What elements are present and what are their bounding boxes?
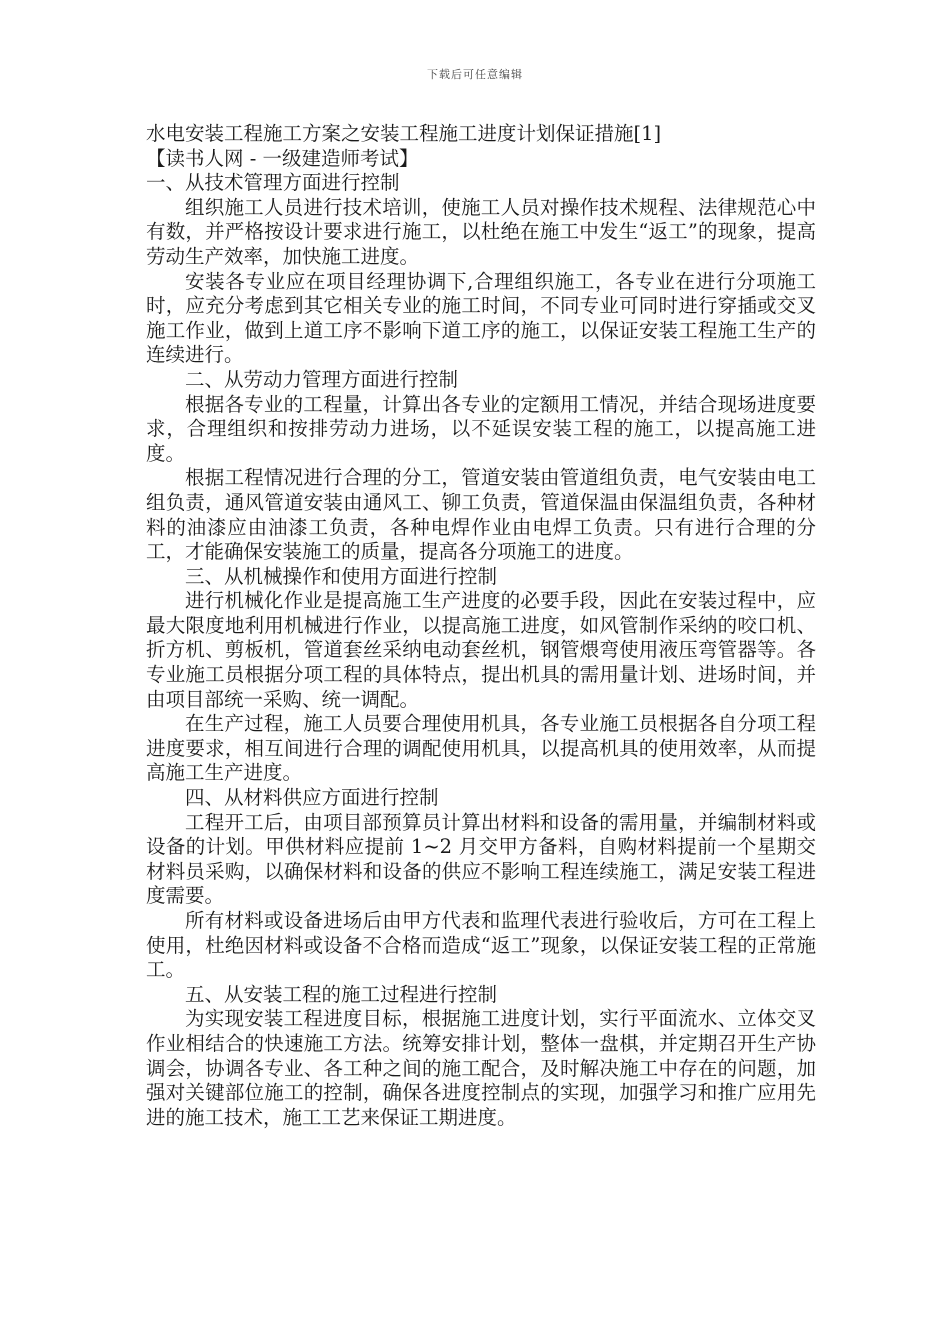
paragraph: 根据工程情况进行合理的分工，管道安装由管道组负责，电气安装由电工组负责，通风管道安装由通风工、铆工负责，管道保温由保温组负责，各种材料的油漆应由油漆工负责，各种电焊作业由电焊工负责。只有进行合理的分工，才能确保安装施工的质量，提高各分项施工的进度。 [146,466,816,564]
paragraph: 根据各专业的工程量，计算出各专业的定额用工情况，并结合现场进度要求，合理组织和按排劳动力进场，以不延误安装工程的施工，以提高施工进度。 [146,392,816,465]
paragraph: 组织施工人员进行技术培训，使施工人员对操作技术规程、法律规范心中有数，并严格按设计要求进行施工，以杜绝在施工中发生“返工”的现象，提高劳动生产效率，加快施工进度。 [146,195,816,268]
section-heading-5: 五、从安装工程的施工过程进行控制 [185,982,498,1006]
section-heading-4: 四、从材料供应方面进行控制 [185,786,439,810]
paragraph: 为实现安装工程进度目标，根据施工进度计划，实行平面流水、立体交叉作业相结合的快速施工方法。统筹安排计划，整体一盘棋，并定期召开生产协调会，协调各专业、各工种之间的施工配合，及时解决施工中存在的问题，加强对关键部位施工的控制，确保各进度控制点的实现，加强学习和推广应用先进的施工技术，施工工艺来保证工期进度。 [146,1007,816,1129]
paragraph: 进行机械化作业是提高施工生产进度的必要手段，因此在安装过程中，应最大限度地利用机械进行作业，以提高施工进度，如风管制作采纳的咬口机、折方机、剪板机，管道套丝采纳电动套丝机，钢管煨弯使用液压弯管器等。各专业施工员根据分项工程的具体特点，提出机具的需用量计划、进场时间，并由项目部统一采购、统一调配。 [146,589,816,711]
paragraph: 在生产过程，施工人员要合理使用机具，各专业施工员根据各自分项工程进度要求，相互间进行合理的调配使用机具，以提高机具的使用效率，从而提高施工生产进度。 [146,712,816,785]
document-body [146,122,816,1130]
paragraph: 工程开工后，由项目部预算员计算出材料和设备的需用量，并编制材料或设备的计划。甲供材料应提前 1~2 月交甲方备料，自购材料提前一个星期交材料员采购，以确保材料和设备的供应不影响工程连续施工，满足安装工程进度需要。 [146,810,816,908]
document-source: 【读书人网 - 一级建造师考试】 [146,146,419,170]
section-heading-3: 三、从机械操作和使用方面进行控制 [185,564,498,588]
paragraph: 安装各专业应在项目经理协调下,合理组织施工，各专业在进行分项施工时，应充分考虑到其它相关专业的施工时间，不同专业可同时进行穿插或交叉施工作业，做到上道工序不影响下道工序的施工，以保证安装工程施工生产的连续进行。 [146,269,816,367]
header-note: 下载后可任意编辑 [427,68,523,81]
section-heading-1: 一、从技术管理方面进行控制 [146,171,400,195]
document-title: 水电安装工程施工方案之安装工程施工进度计划保证措施[1] [146,122,662,145]
paragraph: 所有材料或设备进场后由甲方代表和监理代表进行验收后，方可在工程上使用，杜绝因材料或设备不合格而造成“返工”现象，以保证安装工程的正常施工。 [146,909,816,982]
section-heading-2: 二、从劳动力管理方面进行控制 [185,367,459,391]
